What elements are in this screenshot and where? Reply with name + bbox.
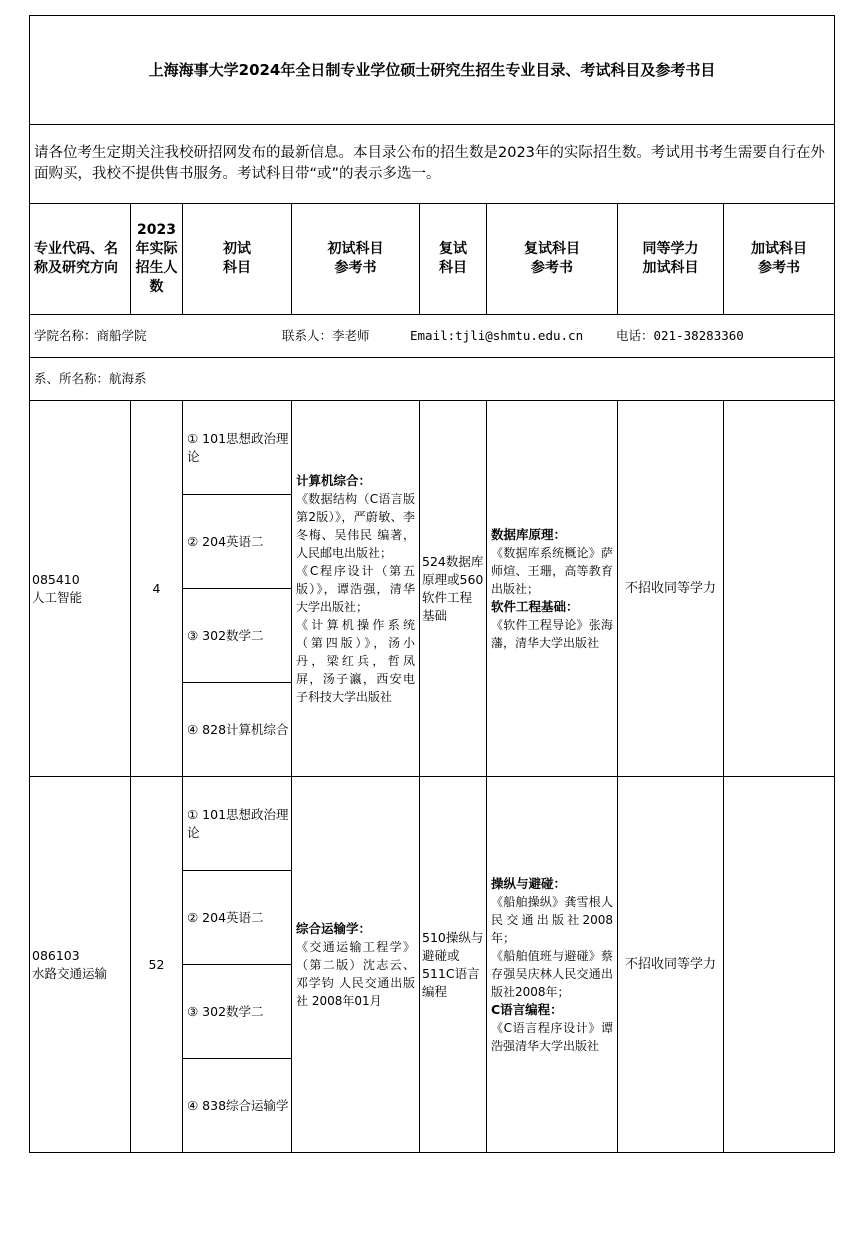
header-retest-book: 复试科目 参考书 [487, 204, 618, 315]
book-heading: 数据库原理： [491, 526, 567, 542]
header-equal-subject: 同等学力 加试科目 [618, 204, 724, 315]
book-list: 《软件工程导论》张海藩，清华大学出版社 [491, 617, 613, 650]
first-exam-books [292, 401, 420, 777]
exam-subject: ① 101思想政治理论 [183, 401, 292, 495]
equal-ability-subject: 不招收同等学力 [618, 777, 724, 1153]
program-code: 086103 [32, 947, 80, 963]
book-list: 《数据结构（C语言版 第2版）》，严蔚敏、李冬梅、吴伟民 编著，人民邮电出版社； 《C程序设计（第五版）》，谭浩强，清华大学出版社； 《计算机操作系统（第四版）》，汤小丹，梁红兵，哲凤屏，汤子瀛，西安电子科技大学出版社 [296, 491, 415, 704]
exam-subject: ③ 302数学二 [183, 589, 292, 683]
department-name: 系、所名称：航海系 [30, 358, 835, 401]
book-list: 《C语言程序设计》谭浩强清华大学出版社 [491, 1020, 613, 1053]
exam-subject: ③ 302数学二 [183, 965, 292, 1059]
contact-phone: 电话：021-38283360 [616, 328, 744, 343]
retest-books [487, 777, 618, 1153]
retest-subject: 510操纵与避碰或511C语言编程 [420, 777, 487, 1153]
program-code: 085410 [32, 571, 80, 587]
book-heading: 综合运输学： [296, 920, 372, 936]
college-name: 学院名称：商船学院 [34, 328, 147, 343]
exam-subject: ④ 828计算机综合 [183, 683, 292, 777]
header-enroll: 2023年实际招生人数 [131, 204, 183, 315]
first-exam-books [292, 777, 420, 1153]
exam-subject: ② 204英语二 [183, 871, 292, 965]
book-heading: 软件工程基础： [491, 598, 579, 614]
book-list: 《交通运输工程学》（第二版）沈志云、邓学钧 人民交通出版社 2008年01月 [296, 939, 415, 1008]
book-heading: 操纵与避碰： [491, 875, 567, 891]
notice-text: 请各位考生定期关注我校研招网发布的最新信息。本目录公布的招生数是2023年的实际招生数。考试用书考生需要自行在外面购买，我校不提供售书服务。考试科目带“或”的表示多选一。 [30, 125, 835, 204]
book-list: 《数据库系统概论》萨师煊、王珊，高等教育出版社； [491, 545, 613, 596]
extra-exam-book [724, 401, 835, 777]
header-first-subject: 初试 科目 [183, 204, 292, 315]
book-list: 《船舶操纵》龚雪根人民交通出版社2008年； 《船舶值班与避碰》蔡存强吴庆林人民交通出版社2008年； [491, 894, 613, 999]
contact-person: 联系人：李老师 [282, 328, 370, 343]
program-major [30, 777, 131, 1153]
retest-subject: 524数据库原理或560软件工程基础 [420, 401, 487, 777]
exam-subject: ② 204英语二 [183, 495, 292, 589]
exam-subject: ④ 838综合运输学 [183, 1059, 292, 1153]
program-name: 人工智能 [32, 589, 83, 605]
equal-ability-subject: 不招收同等学力 [618, 401, 724, 777]
catalog-table [29, 15, 835, 1153]
program-enroll: 4 [131, 401, 183, 777]
header-retest-subject: 复试 科目 [420, 204, 487, 315]
program-major [30, 401, 131, 777]
program-enroll: 52 [131, 777, 183, 1153]
retest-books [487, 401, 618, 777]
header-extra-book: 加试科目 参考书 [724, 204, 835, 315]
program-name: 水路交通运输 [32, 965, 108, 981]
header-first-book: 初试科目 参考书 [292, 204, 420, 315]
exam-subject: ① 101思想政治理论 [183, 777, 292, 871]
book-heading: C语言编程： [491, 1001, 563, 1017]
contact-email: Email:tjli@shmtu.edu.cn [410, 328, 584, 343]
page-title: 上海海事大学2024年全日制专业学位硕士研究生招生专业目录、考试科目及参考书目 [30, 16, 835, 125]
book-heading: 计算机综合： [296, 472, 372, 488]
college-info-row [30, 315, 835, 358]
header-major: 专业代码、名称及研究方向 [30, 204, 131, 315]
extra-exam-book [724, 777, 835, 1153]
catalog-document [29, 15, 834, 1153]
